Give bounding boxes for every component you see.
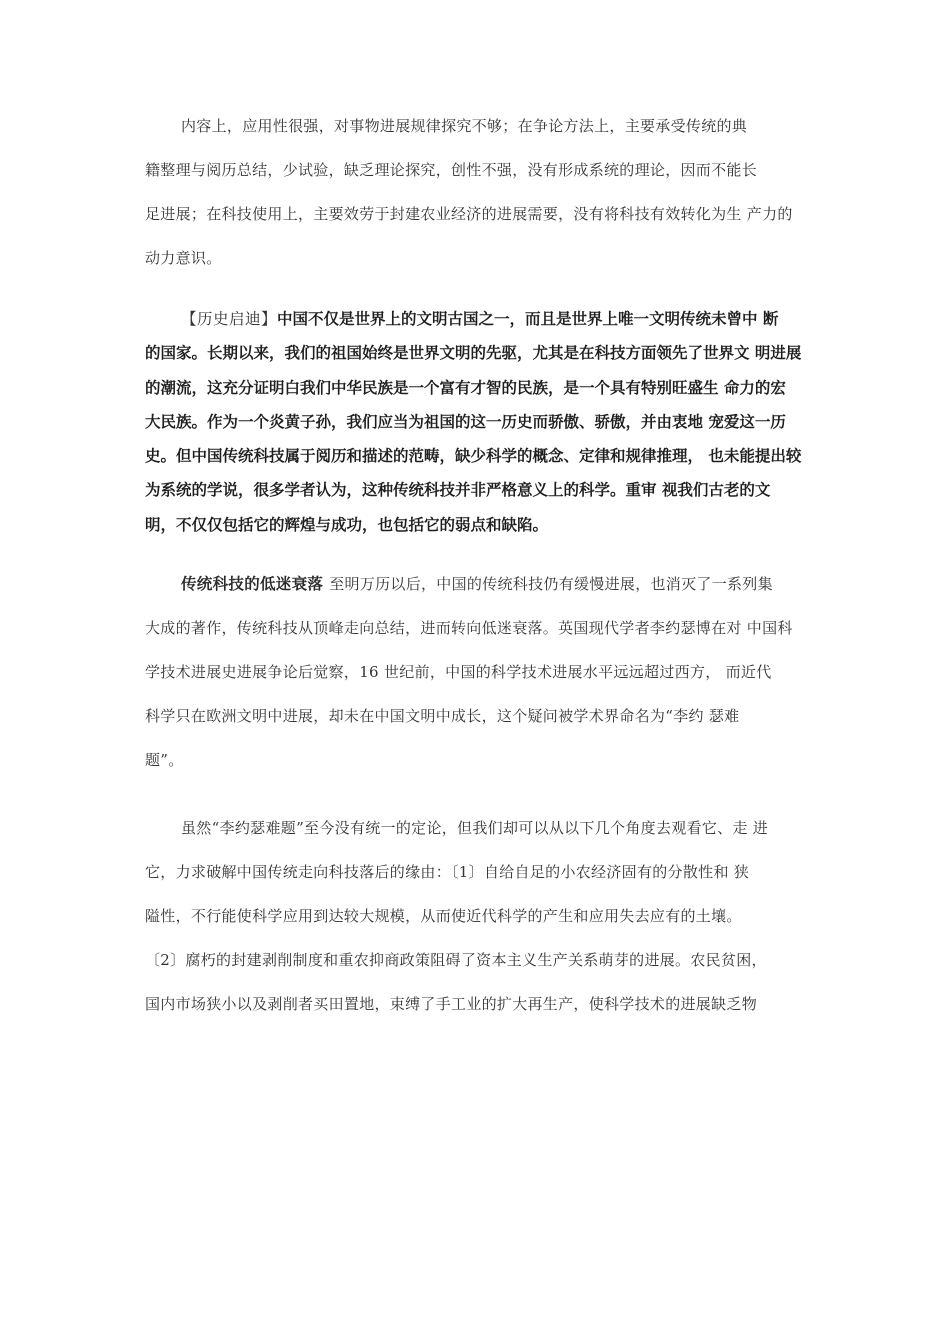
paragraph-3-line-4: 科学只在欧洲文明中进展，却未在中国文明中成长，这个疑问被学术界命名为“李约 瑟难 xyxy=(145,707,740,725)
history-insight-label: 【历史启迪】 xyxy=(181,310,278,328)
paragraph-3-decline xyxy=(145,562,825,782)
paragraph-1-line-3: 足进展；在科技使用上，主要效劳于封建农业经济的进展需要，没有将科技有效转化为生 产力的 xyxy=(145,205,793,223)
paragraph-2-history-insight xyxy=(145,302,825,542)
paragraph-4-needham-question xyxy=(145,806,825,1026)
paragraph-2-line-1 xyxy=(145,302,825,336)
paragraph-4-line-2: 它，力求破解中国传统走向科技落后的缘由：〔1〕自给自足的小农经济固有的分散性和 狭 xyxy=(145,863,750,881)
section-heading: 传统科技的低迷衰落 xyxy=(181,575,324,593)
paragraph-2-line-3: 的潮流，这充分证明白我们中华民族是一个富有才智的民族，是一个具有特别旺盛生 命力的宏 xyxy=(145,378,786,397)
paragraph-3-line-2: 大成的著作，传统科技从顶峰走向总结，进而转向低迷衰落。英国现代学者李约瑟博在对 中国科 xyxy=(145,619,793,637)
paragraph-2-line-7: 明，不仅仅包括它的辉煌与成功，也包括它的弱点和缺陷。 xyxy=(145,515,549,534)
paragraph-3-line-3: 学技术进展史进展争论后觉察，16 世纪前，中国的科学技术进展水平远远超过西方， 而近代 xyxy=(145,663,772,681)
paragraph-2-line-1-text: 中国不仅是世界上的文明古国之一，而且是世界上唯一文明传统未曾中 断 xyxy=(277,310,779,328)
paragraph-4-line-4: 〔2〕腐朽的封建剥削制度和重农抑商政策阻碍了资本主义生产关系萌芽的进展。农民贫困， xyxy=(145,951,767,969)
paragraph-1-line-2: 籍整理与阅历总结，少试验，缺乏理论探究，创性不强，没有形成系统的理论，因而不能长 xyxy=(145,161,758,179)
paragraph-4-line-3: 隘性，不行能使科学应用到达较大规模，从而使近代科学的产生和应用失去应有的土壤。 xyxy=(145,907,742,925)
paragraph-4-line-1: 虽然“李约瑟难题”至今没有统一的定论，但我们却可以从以下几个角度去观看它、走 进 xyxy=(181,819,769,837)
paragraph-2-line-4: 大民族。作为一个炎黄子孙，我们应当为祖国的这一历史而骄傲、骄傲，并由衷地 宠爱这一历 xyxy=(145,412,786,431)
paragraph-3-line-1 xyxy=(145,562,825,606)
paragraph-1 xyxy=(145,104,825,280)
paragraph-1-line-4: 动力意识。 xyxy=(145,249,222,267)
paragraph-1-line-1: 内容上，应用性很强，对事物进展规律探究不够；在争论方法上，主要承受传统的典 xyxy=(181,117,748,135)
paragraph-2-line-6: 为系统的学说，很多学者认为，这种传统科技并非严格意义上的科学。重审 视我们古老的文 xyxy=(145,481,771,500)
paragraph-3-line-5: 题”。 xyxy=(145,751,184,769)
paragraph-3-line-1-text: 至明万历以后，中国的传统科技仍有缓慢进展，也消灭了一系列集 xyxy=(329,575,773,593)
paragraph-2-line-2: 的国家。长期以来，我们的祖国始终是世界文明的先驱，尤其是在科技方面领先了世界文 明进展 xyxy=(145,344,802,363)
paragraph-2-line-5: 史。但中国传统科技属于阅历和描述的范畴，缺少科学的概念、定律和规律推理， 也未能提出较 xyxy=(145,447,802,466)
paragraph-4-line-5: 国内市场狭小以及剥削者买田置地，束缚了手工业的扩大再生产，使科学技术的进展缺乏物 xyxy=(145,995,758,1013)
